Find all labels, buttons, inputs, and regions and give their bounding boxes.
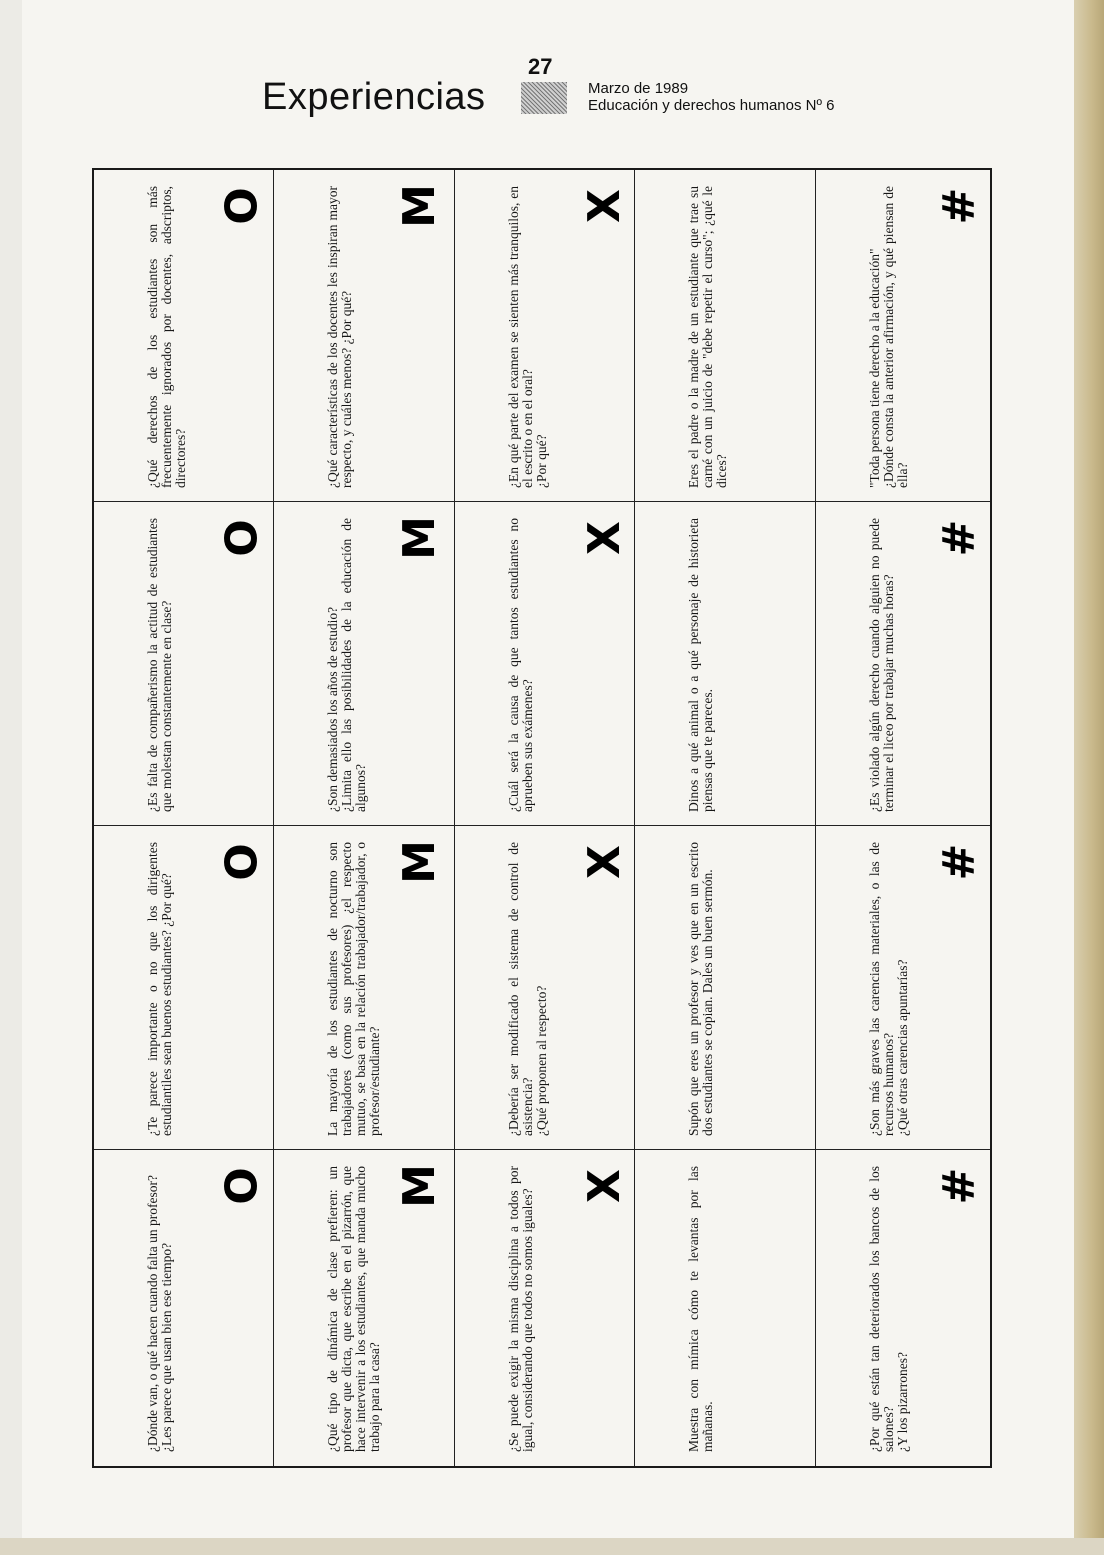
question-text: "Toda persona tiene derecho a la educación" ¿Dónde consta la anterior afirmación, y qué piensan de ella?: [867, 186, 910, 488]
page-number: 27: [528, 54, 553, 79]
page-number-square: [521, 82, 567, 114]
card-symbol: M: [394, 840, 446, 884]
card-symbol: X: [579, 1169, 631, 1203]
question-text: ¿Por qué están tan deteriorados los bancos de los salones? ¿Y los pizarrones?: [867, 1166, 910, 1452]
question-text: ¿Son más graves las carencias materiales, o las de recursos humanos? ¿Qué otras carencias apuntarías?: [867, 842, 910, 1136]
question-text: ¿Qué tipo de dinámica de clase prefieren: un profesor que dicta, que escribe en el pizarrón, que hace intervenir a los estudiantes, que manda mucho trabajo para la casa?: [325, 1166, 382, 1452]
card-symbol: M: [394, 516, 446, 560]
card-symbol: O: [216, 1167, 268, 1205]
question-text: Muestra con mímica cómo te levantas por las mañanas.: [686, 1166, 715, 1452]
question-card: [816, 502, 990, 826]
question-text: ¿Es falta de compañerismo la actitud de estudiantes que molestan constantemente en clase?: [145, 518, 174, 812]
question-text: ¿Es violado algún derecho cuando alguien no puede terminar el liceo por trabajar muchas horas?: [867, 518, 896, 812]
card-symbol: O: [216, 843, 268, 881]
question-text: La mayoría de los estudiantes de nocturno son trabajadores (como sus profesores) ¿el respecto mutuo, se basa en la relación trabajador/trabajador, o profesor/estudiante?: [325, 842, 382, 1136]
question-card: [816, 1150, 990, 1466]
card-symbol: #: [933, 519, 985, 557]
card-symbol: O: [216, 187, 268, 225]
question-text: ¿En qué parte del examen se sienten más tranquilos, en el escrito o en el oral? ¿Por qué?: [506, 186, 549, 488]
question-card: [635, 502, 816, 826]
card-symbol: M: [394, 1164, 446, 1208]
header-publication: Educación y derechos humanos Nº 6: [588, 97, 835, 114]
question-text: ¿Debería ser modificado el sistema de control de asistencia? ¿Qué proponen al respecto?: [506, 842, 549, 1136]
page-edge: [1074, 0, 1104, 1555]
question-text: ¿Cuál será la causa de que tantos estudiantes no aprueben sus exámenes?: [506, 518, 535, 812]
question-text: ¿Son demasiados los años de estudio? ¿Limita ello las posibilidades de la educación de algunos?: [325, 518, 368, 812]
card-symbol: M: [394, 184, 446, 228]
question-card: [94, 826, 274, 1150]
question-card: [94, 1150, 274, 1466]
card-symbol: #: [933, 187, 985, 225]
card-symbol: X: [579, 189, 631, 223]
question-text: ¿Se puede exigir la misma disciplina a todos por igual, considerando que todos no somos iguales?: [506, 1166, 535, 1452]
question-card: [635, 170, 816, 502]
bottom-band: [0, 1538, 1104, 1555]
question-card: [274, 170, 455, 502]
question-card: [635, 1150, 816, 1466]
question-text: Eres el padre o la madre de un estudiante que trae su carné con un juicio de "debe repetir el curso"; ¿qué le dices?: [686, 186, 729, 488]
card-symbol: #: [933, 1167, 985, 1205]
question-text: ¿Qué derechos de los estudiantes son más frecuentemente ignorados por docentes, adscriptos, directores?: [145, 186, 188, 488]
question-text: ¿Qué características de los docentes les inspiran mayor respecto, y cuáles menos? ¿Por qué?: [325, 186, 354, 488]
question-card: [274, 1150, 455, 1466]
question-card: [274, 826, 455, 1150]
header-info: [588, 80, 834, 114]
card-symbol: X: [579, 521, 631, 555]
question-card: [94, 170, 274, 502]
header-date: Marzo de 1989: [588, 80, 689, 97]
question-card: [816, 826, 990, 1150]
question-card: [274, 502, 455, 826]
question-text: ¿Dónde van, o qué hacen cuando falta un profesor? ¿Les parece que usan bien ese tiempo?: [145, 1174, 174, 1452]
card-symbol: #: [933, 843, 985, 881]
card-symbol: X: [579, 845, 631, 879]
question-card: [455, 170, 635, 502]
question-text: Supón que eres un profesor y ves que en un escrito dos estudiantes se copian. Dales un buen sermón.: [686, 842, 715, 1136]
card-symbol: O: [216, 519, 268, 557]
question-text: ¿Te parece importante o no que los dirigentes estudiantiles sean buenos estudiantes? ¿Por qué?: [145, 842, 174, 1136]
question-card: [455, 1150, 635, 1466]
section-title: Experiencias: [262, 76, 486, 118]
question-card-grid: [92, 168, 992, 1468]
question-text: Dinos a qué animal o a qué personaje de historieta piensas que te pareces.: [686, 518, 715, 812]
question-card: [455, 502, 635, 826]
question-card: [455, 826, 635, 1150]
question-card: [635, 826, 816, 1150]
question-card: [816, 170, 990, 502]
question-card: [94, 502, 274, 826]
